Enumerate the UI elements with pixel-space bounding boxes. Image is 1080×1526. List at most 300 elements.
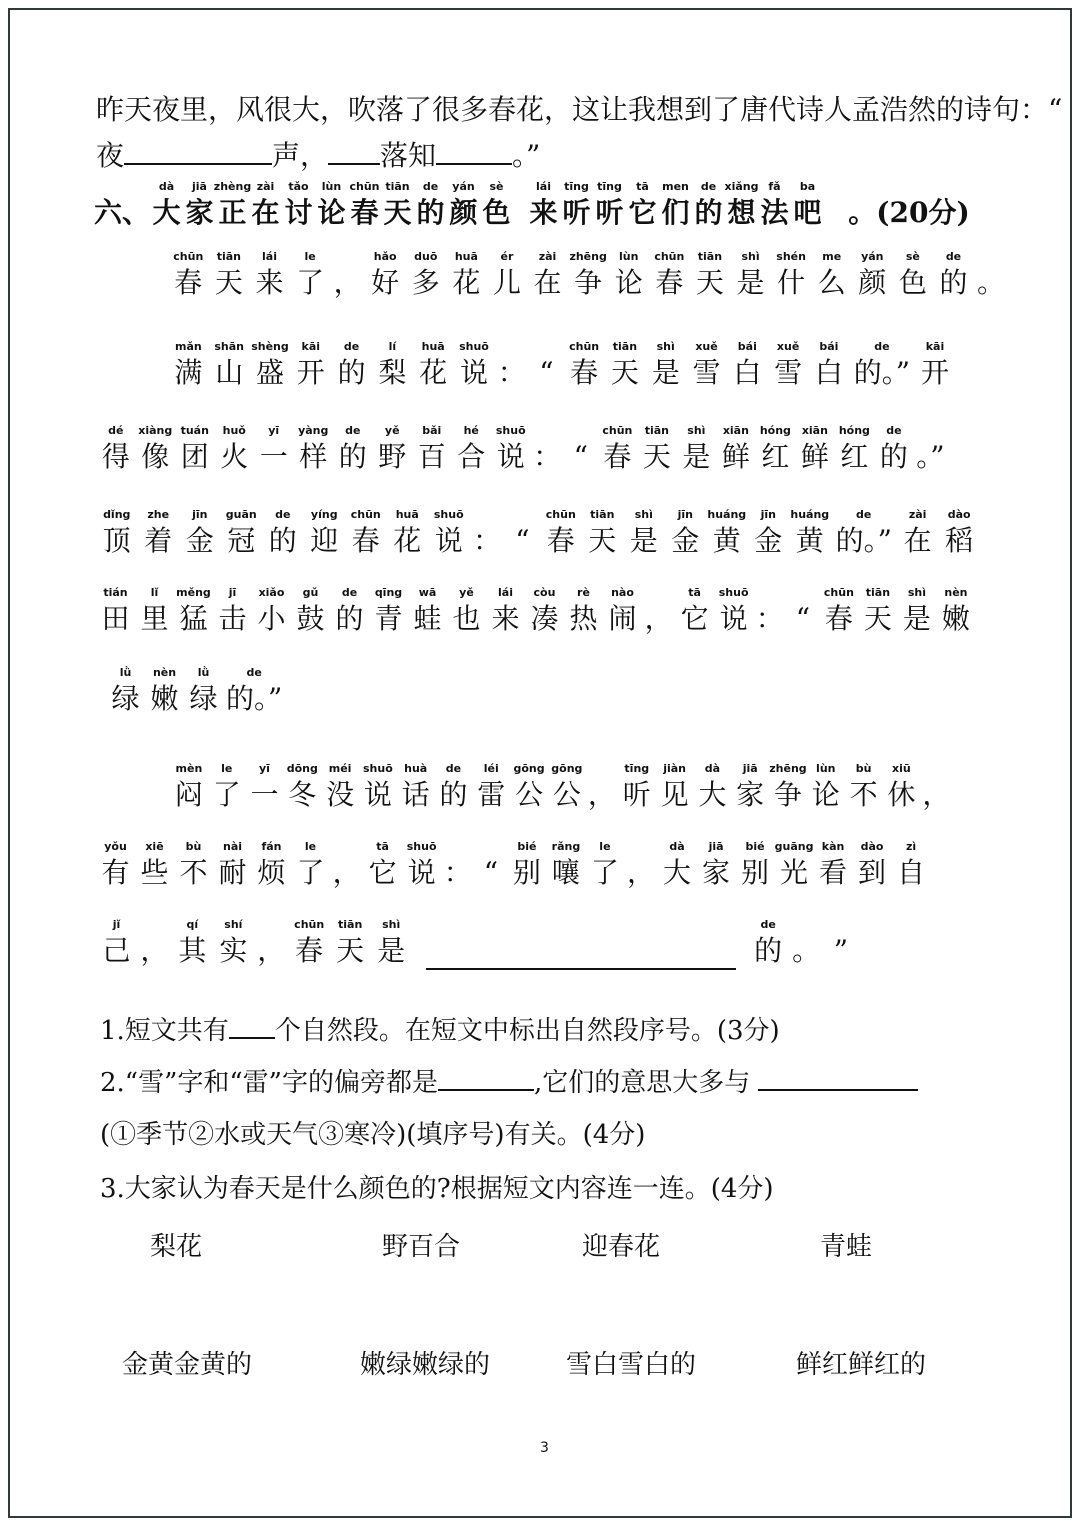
punctuation (786, 586, 819, 638)
pinyin: dào (860, 840, 884, 853)
punctuation (505, 508, 540, 560)
hanzi: 的。” (853, 356, 911, 389)
hanzi: 说 (719, 602, 748, 635)
hanzi: 黄 (712, 524, 741, 557)
passage-char (690, 250, 731, 302)
hanzi: 说 (496, 440, 525, 473)
hanzi: 它 (368, 856, 397, 889)
title-hanzi: 听 (595, 196, 624, 229)
pinyin: lùn (816, 762, 836, 775)
passage-line (96, 424, 947, 476)
passage-char (623, 508, 665, 560)
passage-char (215, 424, 255, 476)
hanzi: 也 (452, 602, 481, 635)
hanzi: 好 (371, 266, 400, 299)
punctuation (441, 840, 474, 892)
title-hanzi: 论 (317, 196, 346, 229)
hanzi: 的 (337, 356, 366, 389)
pinyin: xiǎo (258, 586, 285, 599)
pinyin: mèn (175, 762, 203, 775)
hanzi: 是 (651, 356, 680, 389)
pinyin: qí (186, 918, 199, 931)
hanzi: ， (587, 778, 616, 811)
passage-char (330, 918, 371, 970)
hanzi: 的 (879, 440, 908, 473)
passage-char (677, 424, 717, 476)
title-hanzi: 的 (694, 196, 723, 229)
pinyin: chūn (545, 508, 576, 521)
passage-char (882, 762, 920, 814)
passage-char (748, 918, 789, 970)
hanzi: 了 (590, 856, 619, 889)
pinyin: tā (688, 586, 701, 599)
pinyin: huā (395, 508, 419, 521)
hanzi: 春 (603, 440, 632, 473)
pinyin: jiā (708, 840, 724, 853)
hanzi: 春 (655, 266, 684, 299)
section-score: 。(20分) (848, 196, 970, 229)
hanzi: 闹 (608, 602, 637, 635)
pinyin: tiān (865, 586, 891, 599)
passage-char (693, 762, 731, 814)
hanzi: 嫩 (941, 602, 970, 635)
hanzi: 鲜 (721, 440, 750, 473)
hanzi: ， (922, 778, 951, 811)
hanzi: 着 (144, 524, 173, 557)
hanzi: 得 (101, 440, 130, 473)
answer-blank[interactable] (124, 163, 272, 165)
hanzi: 是 (629, 524, 658, 557)
pinyin: huáng (790, 508, 830, 521)
pinyin: tiān (697, 250, 723, 263)
title-char (725, 180, 758, 232)
title-pinyin: men (662, 180, 689, 193)
match-item-bottom[interactable]: 嫩绿嫩绿的 (360, 1350, 491, 1380)
pinyin: bù (855, 762, 872, 775)
passage-char (730, 250, 771, 302)
match-item-top[interactable]: 迎春花 (582, 1232, 661, 1262)
pinyin: wā (418, 586, 437, 599)
hanzi: 天 (588, 524, 617, 557)
hanzi: 说 (434, 524, 463, 557)
hanzi: 听 (622, 778, 651, 811)
passage-char (452, 424, 492, 476)
hanzi: 百 (417, 440, 446, 473)
passage-line (96, 508, 980, 560)
pinyin: le (221, 762, 233, 775)
pinyin: shì (741, 250, 760, 263)
hanzi: 了 (296, 266, 325, 299)
punctuation (789, 918, 824, 970)
hanzi: 颜 (858, 266, 887, 299)
passage-char (853, 840, 892, 892)
passage-char (706, 508, 748, 560)
pinyin: huáng (707, 508, 747, 521)
hanzi: 击 (218, 602, 247, 635)
pinyin: chūn (569, 340, 600, 353)
pinyin: shì (382, 918, 401, 931)
pinyin: rǎng (551, 840, 581, 853)
pinyin: gōng (513, 762, 545, 775)
title-pinyin: chūn (349, 180, 380, 193)
pinyin: dào (947, 508, 971, 521)
hanzi: 家 (736, 778, 765, 811)
hanzi: 是 (377, 934, 406, 967)
pinyin: xiān (801, 424, 828, 437)
question-2-text: 2.“雪”字和“雷”字的偏旁都是 (100, 1068, 438, 1098)
hanzi: ” (833, 934, 849, 967)
hanzi: 闷 (174, 778, 203, 811)
pinyin: nài (222, 840, 243, 853)
passage-char (372, 340, 413, 392)
passage-char (605, 340, 646, 392)
hanzi: 野 (378, 440, 407, 473)
hanzi: 雷 (477, 778, 506, 811)
question-3: 3.大家认为春天是什么颜色的?根据短文内容连一连。(4分) (100, 1174, 774, 1204)
title-hanzi: 吧 (793, 196, 822, 229)
hanzi: 论 (614, 266, 643, 299)
passage-char (250, 340, 291, 392)
pinyin: rè (577, 586, 590, 599)
passage-char (294, 424, 334, 476)
pinyin: dà (669, 840, 685, 853)
passage-char (213, 918, 254, 970)
title-hanzi: 来 (529, 196, 558, 229)
pinyin: lí (388, 340, 397, 353)
passage-char (371, 918, 412, 970)
punctuation (254, 918, 289, 970)
title-pinyin: lùn (321, 180, 342, 193)
match-item-bottom[interactable]: 鲜红鲜红的 (796, 1350, 927, 1380)
passage-char (135, 586, 174, 638)
intro-word: 。” (512, 139, 541, 172)
pinyin: de (246, 666, 262, 679)
passage-char (408, 586, 447, 638)
title-pinyin: fǎ (768, 180, 781, 193)
passage-char (938, 508, 980, 560)
title-char (315, 180, 348, 232)
pinyin: le (599, 840, 611, 853)
blank-underline (426, 932, 736, 970)
pinyin: gōng (551, 762, 583, 775)
section-prefix-cell (94, 180, 150, 232)
passage-char (345, 508, 387, 560)
question-2-text: ,它们的意思大多与 (533, 1068, 751, 1098)
pinyin: tā (376, 840, 389, 853)
title-pinyin: ba (799, 180, 816, 193)
title-char (791, 180, 824, 232)
passage-char (849, 340, 914, 392)
hanzi: 迎 (310, 524, 339, 557)
hanzi: 。 (977, 266, 1006, 299)
passage-char (789, 508, 831, 560)
passage-char (283, 762, 321, 814)
punctuation (474, 840, 507, 892)
pinyin: shèng (251, 340, 289, 353)
answer-blank[interactable] (438, 1089, 534, 1091)
title-pinyin: zhèng (213, 180, 252, 193)
hanzi: ： (473, 524, 502, 557)
pinyin: tuán (180, 424, 209, 437)
hanzi: 顶 (102, 524, 131, 557)
hanzi: ， (333, 266, 362, 299)
answer-blank[interactable] (328, 163, 380, 165)
passage-char (291, 840, 330, 892)
passage-char (637, 424, 677, 476)
passage-char (540, 508, 582, 560)
passage-char (656, 762, 694, 814)
pinyin: tīng (624, 762, 650, 775)
pinyin: fán (261, 840, 282, 853)
punctuation (642, 586, 675, 638)
pinyin: ér (500, 250, 514, 263)
question-1-text: 个自然段。在短文中标出自然段序号。(3分) (274, 1016, 780, 1046)
passage-char (819, 586, 858, 638)
hanzi: ： (755, 602, 784, 635)
match-item-top[interactable]: 野百合 (382, 1232, 461, 1262)
passage-line (96, 918, 858, 970)
hanzi: 一 (259, 440, 288, 473)
passage-char (893, 250, 934, 302)
pinyin: jǐ (112, 918, 121, 931)
pinyin: jīn (760, 508, 776, 521)
passage-char (145, 666, 184, 718)
hanzi: 光 (780, 856, 809, 889)
punctuation (564, 424, 598, 476)
passage-char (548, 762, 586, 814)
hanzi: 些 (140, 856, 169, 889)
pinyin: chūn (823, 586, 854, 599)
passage-char (369, 586, 408, 638)
hanzi: 金 (185, 524, 214, 557)
hanzi: 春 (295, 934, 324, 967)
punctuation (531, 424, 565, 476)
passage-char (373, 424, 413, 476)
passage-char (446, 250, 487, 302)
hanzi: 红 (761, 440, 790, 473)
passage-char (487, 250, 528, 302)
pinyin: méi (328, 762, 352, 775)
title-hanzi: 天 (383, 196, 412, 229)
hanzi: 烦 (257, 856, 286, 889)
hanzi: 天 (610, 356, 639, 389)
title-hanzi: 讨 (284, 196, 313, 229)
title-hanzi: 法 (760, 196, 789, 229)
title-pinyin: de (700, 180, 717, 193)
passage-char (775, 840, 814, 892)
passage-char (168, 340, 209, 392)
passage-char (96, 508, 138, 560)
pinyin: jī (228, 586, 237, 599)
passage-char (106, 666, 145, 718)
section-prefix: 六、 (94, 196, 151, 229)
pinyin: le (304, 250, 316, 263)
answer-blank[interactable] (758, 1089, 918, 1091)
pinyin: zhēng (569, 250, 607, 263)
passage-char (412, 424, 452, 476)
pinyin: zì (905, 840, 917, 853)
hanzi: 它 (680, 602, 709, 635)
passage-char (510, 762, 548, 814)
passage-char (135, 840, 174, 892)
answer-blank[interactable] (426, 918, 736, 970)
hanzi: 见 (660, 778, 689, 811)
pinyin: bái (737, 340, 757, 353)
answer-blank[interactable] (436, 163, 512, 165)
passage-char (174, 840, 213, 892)
passage-char (290, 340, 331, 392)
passage-char (598, 424, 638, 476)
hanzi: 青 (374, 602, 403, 635)
hanzi: 天 (863, 602, 892, 635)
pinyin: jiàn (663, 762, 686, 775)
passage-char (665, 508, 707, 560)
passage-char (736, 840, 775, 892)
section-score-cell (824, 180, 994, 232)
title-hanzi: 想 (727, 196, 756, 229)
pinyin: léi (483, 762, 499, 775)
punctuation (624, 840, 657, 892)
passage-char (582, 508, 624, 560)
question-1-text: 1.短文共有 (100, 1016, 229, 1046)
pinyin: de (345, 424, 361, 437)
pinyin: yán (861, 250, 884, 263)
passage-char (814, 840, 853, 892)
passage-char (331, 340, 372, 392)
answer-blank[interactable] (229, 1037, 275, 1039)
passage-char (714, 586, 753, 638)
title-pinyin: tīng (564, 180, 589, 193)
passage-char (209, 340, 250, 392)
passage-char (359, 762, 397, 814)
match-item-bottom[interactable]: 雪白雪白的 (566, 1350, 697, 1380)
pinyin: xiàng (138, 424, 173, 437)
hanzi: 论 (811, 778, 840, 811)
passage-char (525, 586, 564, 638)
title-char (593, 180, 626, 232)
pinyin: dōng (286, 762, 318, 775)
pinyin: zhēng (769, 762, 807, 775)
punctuation (753, 586, 786, 638)
hanzi: ， (332, 856, 361, 889)
passage-char (321, 762, 359, 814)
pinyin: jiā (742, 762, 758, 775)
passage-char (809, 340, 850, 392)
hanzi: 红 (840, 440, 869, 473)
pinyin: huà (404, 762, 428, 775)
pinyin: qīng (374, 586, 403, 599)
hanzi: ， (644, 602, 673, 635)
hanzi: 天 (642, 440, 671, 473)
passage-line (96, 586, 975, 638)
hanzi: 的。” (226, 682, 283, 715)
hanzi: 的 (939, 266, 968, 299)
passage-char (405, 250, 446, 302)
pinyin: me (822, 250, 842, 263)
passage-char (330, 586, 369, 638)
pinyin: chūn (654, 250, 685, 263)
hanzi: 有 (101, 856, 130, 889)
hanzi: ， (257, 934, 286, 967)
hanzi: 团 (180, 440, 209, 473)
pinyin: shān (214, 340, 245, 353)
hanzi: 一 (250, 778, 279, 811)
intro-line-1: 昨天夜里，风很大，吹落了很多春花，这让我想到了唐代诗人孟浩然的诗句：“ (96, 93, 1063, 126)
hanzi: 蛙 (413, 602, 442, 635)
match-item-top[interactable]: 梨花 (150, 1232, 203, 1262)
passage-char (138, 508, 180, 560)
hanzi: 猛 (179, 602, 208, 635)
passage-char (858, 586, 897, 638)
pinyin: chūn (173, 250, 204, 263)
hanzi: 多 (411, 266, 440, 299)
hanzi: 花 (452, 266, 481, 299)
pinyin: gǔ (302, 586, 319, 599)
passage-char (387, 508, 429, 560)
title-hanzi: 色 (482, 196, 511, 229)
passage-char (179, 508, 221, 560)
match-item-bottom[interactable]: 金黄金黄的 (122, 1350, 253, 1380)
passage-char (507, 840, 546, 892)
hanzi: 盛 (255, 356, 284, 389)
hanzi: 己 (102, 934, 131, 967)
hanzi: 大 (698, 778, 727, 811)
punctuation (330, 250, 365, 302)
pinyin: tián (103, 586, 128, 599)
hanzi: 是 (902, 602, 931, 635)
passage-char (491, 424, 531, 476)
pinyin: bái (819, 340, 839, 353)
hanzi: 到 (858, 856, 887, 889)
pinyin: jīn (192, 508, 208, 521)
passage-char (252, 840, 291, 892)
passage-char (413, 340, 454, 392)
passage-char (289, 918, 330, 970)
hanzi: ： (533, 440, 562, 473)
passage-char (472, 762, 510, 814)
hanzi: 热 (569, 602, 598, 635)
hanzi: 是 (736, 266, 765, 299)
passage-char (254, 424, 294, 476)
hanzi: 白 (733, 356, 762, 389)
hanzi: 的 (335, 602, 364, 635)
title-char (414, 180, 447, 232)
pinyin: nào (611, 586, 634, 599)
hanzi: 的 (268, 524, 297, 557)
intro-word: 落知 (380, 139, 437, 172)
passage-char (435, 762, 473, 814)
pinyin: yíng (310, 508, 338, 521)
hanzi: 鼓 (296, 602, 325, 635)
passage-char (769, 762, 807, 814)
hanzi: 。 (792, 934, 821, 967)
title-char (758, 180, 791, 232)
hanzi: 了 (212, 778, 241, 811)
passage-char (96, 918, 137, 970)
passage-char (454, 340, 495, 392)
punctuation (330, 840, 363, 892)
passage-char (756, 424, 796, 476)
passage-char (96, 424, 136, 476)
passage-line (170, 762, 952, 814)
hanzi: 像 (141, 440, 170, 473)
match-item-top[interactable]: 青蛙 (820, 1232, 873, 1262)
passage-char (568, 250, 609, 302)
title-char (447, 180, 480, 232)
intro-word: 声， (272, 139, 329, 172)
pinyin: jīn (677, 508, 693, 521)
passage-char (527, 250, 568, 302)
